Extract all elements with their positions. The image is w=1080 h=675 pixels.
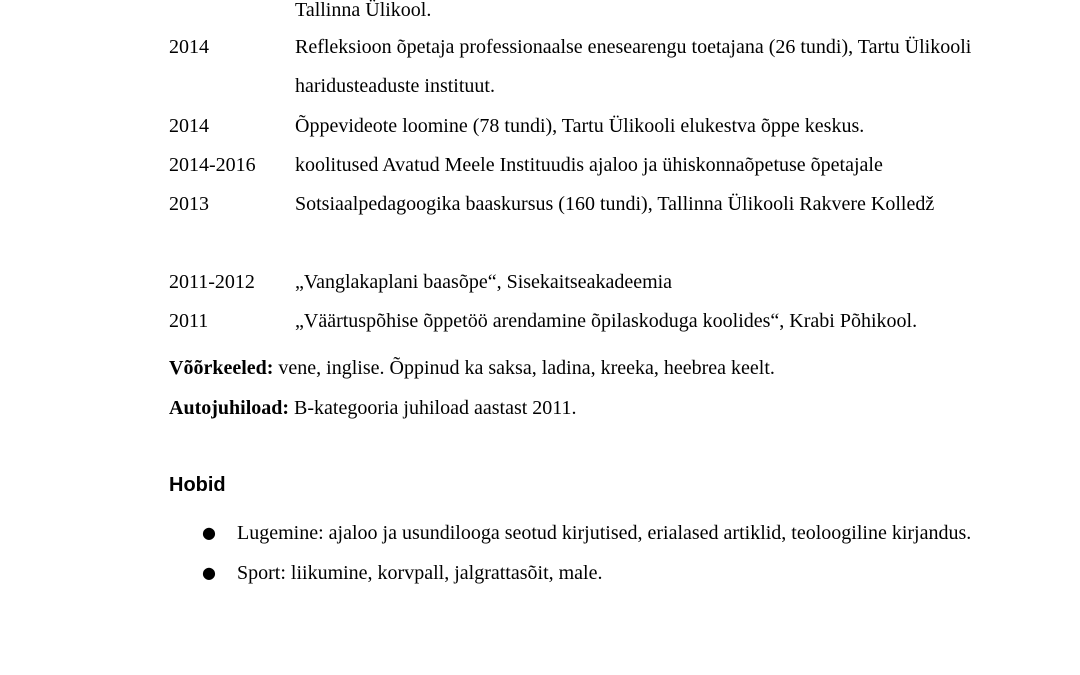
training-description: Tallinna Ülikool.: [295, 0, 432, 21]
training-description: koolitused Avatud Meele Instituudis ajaloo ja ühiskonnaõpetuse õpetajale: [295, 154, 883, 176]
training-year: 2011: [169, 310, 209, 332]
training-year: 2013: [169, 193, 209, 215]
training-description: Õppevideote loomine (78 tundi), Tartu Ülikooli elukestva õppe keskus.: [295, 115, 865, 137]
training-description: „Väärtuspõhise õppetöö arendamine õpilaskoduga koolides“, Krabi Põhikool.: [295, 310, 918, 332]
training-year: 2014: [169, 115, 209, 137]
hobbies-heading: Hobid: [169, 474, 226, 496]
driving-license-row: [169, 394, 577, 422]
training-year: 2014: [169, 36, 209, 58]
training-entry: [169, 107, 1009, 146]
training-year: 2011-2012: [169, 271, 255, 293]
list-item: [202, 553, 992, 593]
training-entry: [169, 0, 1009, 30]
training-description: Sotsiaalpedagoogika baaskursus (160 tundi), Tallinna Ülikooli Rakvere Kolledž: [295, 193, 935, 215]
training-description: Refleksioon õpetaja professionaalse enesearengu toetajana (26 tundi), Tartu Ülikooli haridusteaduste instituut.: [295, 36, 972, 97]
languages-label: Võõrkeeled:: [169, 357, 274, 379]
training-entry: [169, 263, 1009, 302]
training-entry: [169, 146, 1009, 185]
bullet-icon: ●: [202, 563, 216, 582]
driving-license-value: B-kategooria juhiload aastast 2011.: [294, 397, 577, 419]
languages-row: [169, 354, 775, 382]
hobbies-list: [202, 513, 992, 593]
training-entry: [169, 302, 1009, 341]
hobby-text: Sport: liikumine, korvpall, jalgrattasõit, male.: [237, 562, 603, 584]
training-year: 2014-2016: [169, 154, 256, 176]
training-entry: [169, 185, 1009, 224]
driving-license-label: Autojuhiload:: [169, 397, 290, 419]
list-item: [202, 513, 992, 553]
training-description: „Vanglakaplani baasõpe“, Sisekaitseakadeemia: [295, 271, 673, 293]
hobby-text: Lugemine: ajaloo ja usundilooga seotud kirjutised, erialased artiklid, teoloogiline kirjandus.: [237, 522, 972, 544]
languages-value: vene, inglise. Õppinud ka saksa, ladina, kreeka, heebrea keelt.: [278, 357, 775, 379]
bullet-icon: ●: [202, 523, 216, 542]
training-entry: [169, 28, 1009, 106]
